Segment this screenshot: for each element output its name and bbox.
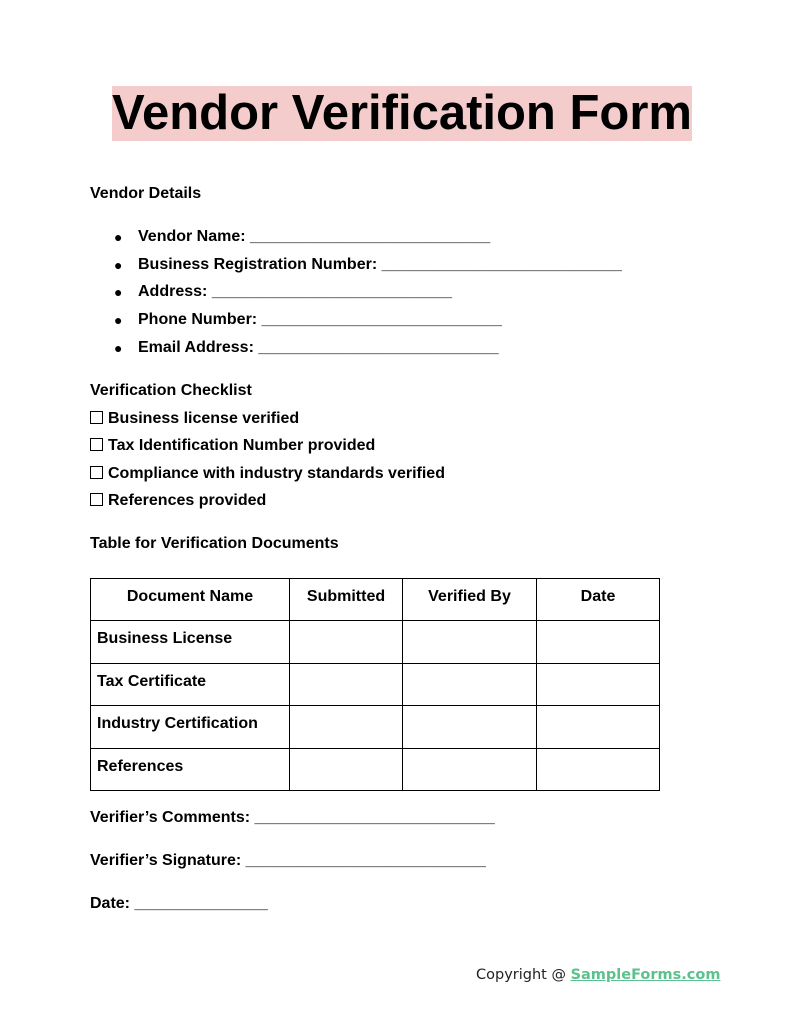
field-business-registration-number[interactable] (90, 254, 622, 282)
date-label: Date: (90, 895, 131, 912)
blank-line[interactable]: ___________________________ (381, 255, 622, 273)
cell-verified-by[interactable] (403, 621, 537, 664)
blank-line[interactable]: ___________________________ (258, 338, 499, 356)
field-email-address[interactable] (90, 337, 622, 365)
table-header-row (91, 579, 660, 621)
page-title: Vendor Verification Form (112, 86, 692, 140)
bullet-icon: ● (114, 312, 123, 329)
cell-document-name: Industry Certification (91, 706, 290, 749)
blank-line[interactable]: ___________________________ (245, 852, 486, 869)
checkbox-icon[interactable] (90, 438, 103, 451)
checkbox-icon[interactable] (90, 493, 103, 506)
cell-submitted[interactable] (290, 748, 403, 791)
field-vendor-name[interactable] (90, 226, 622, 254)
checkbox-icon[interactable] (90, 466, 103, 479)
verification-documents-table (90, 578, 660, 791)
cell-document-name: Business License (91, 621, 290, 664)
cell-date[interactable] (537, 706, 660, 749)
field-label: Vendor Name: (138, 228, 246, 245)
cell-verified-by[interactable] (403, 748, 537, 791)
cell-verified-by[interactable] (403, 706, 537, 749)
field-address[interactable] (90, 281, 622, 309)
copyright-text: Copyright @ (476, 967, 571, 983)
verifier-signature-label: Verifier’s Signature: (90, 852, 242, 869)
bullet-icon: ● (114, 339, 123, 356)
blank-line[interactable]: ___________________________ (211, 283, 453, 301)
checklist-item-tax-id[interactable] (90, 435, 445, 462)
field-phone-number[interactable] (90, 309, 622, 337)
column-header-submitted: Submitted (290, 579, 403, 621)
cell-date[interactable] (537, 621, 660, 664)
table-row (91, 621, 660, 664)
table-row (91, 663, 660, 706)
vendor-details-list (90, 226, 622, 364)
field-label: Phone Number: (138, 311, 258, 329)
field-label: Business Registration Number: (138, 255, 378, 273)
checklist-item-business-license[interactable] (90, 408, 445, 435)
blank-line[interactable]: ___________________________ (250, 228, 491, 245)
cell-date[interactable] (537, 748, 660, 791)
cell-submitted[interactable] (290, 706, 403, 749)
checklist-label: References provided (108, 491, 267, 509)
checklist-label: Compliance with industry standards verified (108, 464, 445, 482)
field-label: Address: (138, 283, 208, 301)
verifier-comments-field[interactable] (90, 809, 495, 827)
bullet-icon: ● (114, 284, 123, 301)
bullet-icon: ● (114, 229, 123, 245)
verifier-signature-field[interactable] (90, 852, 486, 870)
cell-document-name: References (91, 748, 290, 791)
table-row (91, 706, 660, 749)
copyright-footer (476, 967, 720, 983)
cell-verified-by[interactable] (403, 663, 537, 706)
sampleforms-link[interactable]: SampleForms.com (570, 967, 721, 983)
verifier-comments-label: Verifier’s Comments: (90, 809, 251, 826)
cell-document-name: Tax Certificate (91, 663, 290, 706)
blank-line[interactable]: ___________________________ (261, 311, 502, 329)
documents-table-heading: Table for Verification Documents (90, 535, 339, 552)
checklist-heading: Verification Checklist (90, 382, 252, 399)
blank-line[interactable]: ___________________________ (254, 809, 495, 826)
checklist-label: Business license verified (108, 410, 300, 427)
cell-submitted[interactable] (290, 621, 403, 664)
vendor-details-heading: Vendor Details (90, 185, 202, 202)
checklist-item-references[interactable] (90, 490, 445, 517)
title-wrapper (0, 86, 803, 141)
table-row (91, 748, 660, 791)
field-label: Email Address: (138, 338, 254, 356)
checkbox-icon[interactable] (90, 411, 103, 424)
checklist-item-compliance[interactable] (90, 463, 445, 490)
bullet-icon: ● (114, 256, 123, 273)
cell-submitted[interactable] (290, 663, 403, 706)
cell-date[interactable] (537, 663, 660, 706)
checklist-label: Tax Identification Number provided (108, 437, 376, 455)
column-header-date: Date (537, 579, 660, 621)
date-field[interactable] (90, 895, 268, 913)
blank-line[interactable]: _______________ (134, 895, 268, 912)
column-header-document-name: Document Name (91, 579, 290, 621)
column-header-verified-by: Verified By (403, 579, 537, 621)
verification-checklist (90, 408, 445, 517)
